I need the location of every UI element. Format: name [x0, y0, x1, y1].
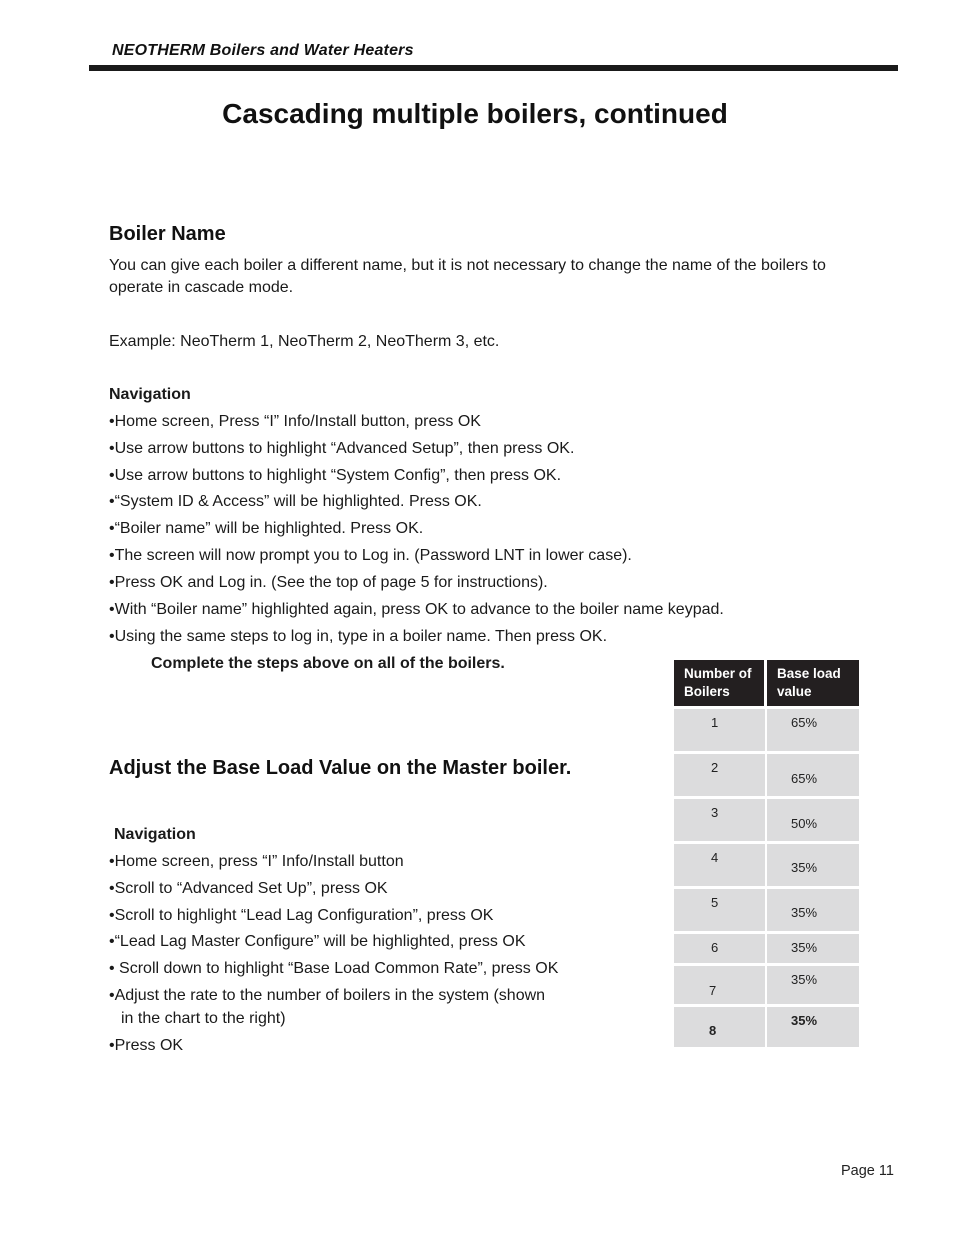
base-load-nav-heading: Navigation: [114, 826, 196, 843]
base-load-step: •“Lead Lag Master Configure” will be highlighted, press OK: [109, 933, 526, 950]
page-number: Page 11: [841, 1163, 894, 1179]
table-cell-value: 35%: [767, 1007, 859, 1047]
table-cell-boilers: 2: [674, 754, 765, 796]
table-cell-value: 50%: [767, 799, 859, 841]
boiler-name-nav-heading: Navigation: [109, 386, 191, 403]
boiler-name-example: Example: NeoTherm 1, NeoTherm 2, NeoTherm 3, etc.: [109, 333, 500, 350]
table-cell-value: 35%: [767, 934, 859, 963]
base-load-step-continuation: in the chart to the right): [121, 1010, 286, 1027]
header-number-of-boilers: [674, 660, 764, 706]
table-cell-value: 35%: [767, 889, 859, 931]
boiler-name-step: •Use arrow buttons to highlight “Advanced Setup”, then press OK.: [109, 440, 575, 457]
table-cell-boilers: 7: [674, 966, 765, 1004]
base-load-step: •Home screen, press “I” Info/Install button: [109, 853, 404, 870]
table-cell-boilers: 4: [674, 844, 765, 886]
boiler-name-step: •The screen will now prompt you to Log in. (Password LNT in lower case).: [109, 547, 632, 564]
boiler-name-para-line2: operate in cascade mode.: [109, 279, 294, 296]
table-cell-value: 65%: [767, 709, 859, 751]
boiler-name-step: •“System ID & Access” will be highlighted. Press OK.: [109, 493, 482, 510]
header-col2-line1: Base load: [777, 666, 841, 681]
header-rule: [89, 65, 898, 71]
base-load-step: •Press OK: [109, 1037, 184, 1054]
base-load-step: •Adjust the rate to the number of boilers in the system (shown: [109, 987, 546, 1004]
boiler-name-step: •Press OK and Log in. (See the top of page 5 for instructions).: [109, 574, 548, 591]
header-col1-line2: Boilers: [684, 684, 730, 699]
table-cell-boilers: 1: [674, 709, 765, 751]
boiler-name-heading: Boiler Name: [109, 223, 226, 245]
table-cell-value: 35%: [767, 844, 859, 886]
header-base-load-value: [767, 660, 859, 706]
boiler-name-para-line1: You can give each boiler a different name, but it is not necessary to change the name of the boilers to: [109, 257, 826, 274]
boiler-name-step: •“Boiler name” will be highlighted. Press OK.: [109, 520, 424, 537]
boiler-name-step: •Home screen, Press “I” Info/Install button, press OK: [109, 413, 481, 430]
running-header: NEOTHERM Boilers and Water Heaters: [112, 42, 414, 59]
base-load-step: •Scroll to highlight “Lead Lag Configuration”, press OK: [109, 907, 494, 924]
boiler-name-step: •Using the same steps to log in, type in a boiler name. Then press OK.: [109, 628, 608, 645]
table-cell-boilers: 6: [674, 934, 765, 963]
boiler-name-step: •With “Boiler name” highlighted again, press OK to advance to the boiler name keypad.: [109, 601, 724, 618]
base-load-step: •Scroll to “Advanced Set Up”, press OK: [109, 880, 388, 897]
complete-note: Complete the steps above on all of the boilers.: [151, 655, 505, 672]
table-cell-boilers: 3: [674, 799, 765, 841]
table-cell-value: 35%: [767, 966, 859, 1004]
table-header: [674, 660, 859, 706]
table-cell-value: 65%: [767, 754, 859, 796]
table-cell-boilers: 8: [674, 1007, 765, 1047]
header-col2-line2: value: [777, 684, 812, 699]
base-load-step: • Scroll down to highlight “Base Load Common Rate”, press OK: [109, 960, 559, 977]
table-cell-boilers: 5: [674, 889, 765, 931]
header-col1-line1: Number of: [684, 666, 752, 681]
base-load-heading: Adjust the Base Load Value on the Master boiler.: [109, 757, 572, 779]
page-title: Cascading multiple boilers, continued: [222, 98, 728, 129]
boiler-name-step: •Use arrow buttons to highlight “System Config”, then press OK.: [109, 467, 562, 484]
